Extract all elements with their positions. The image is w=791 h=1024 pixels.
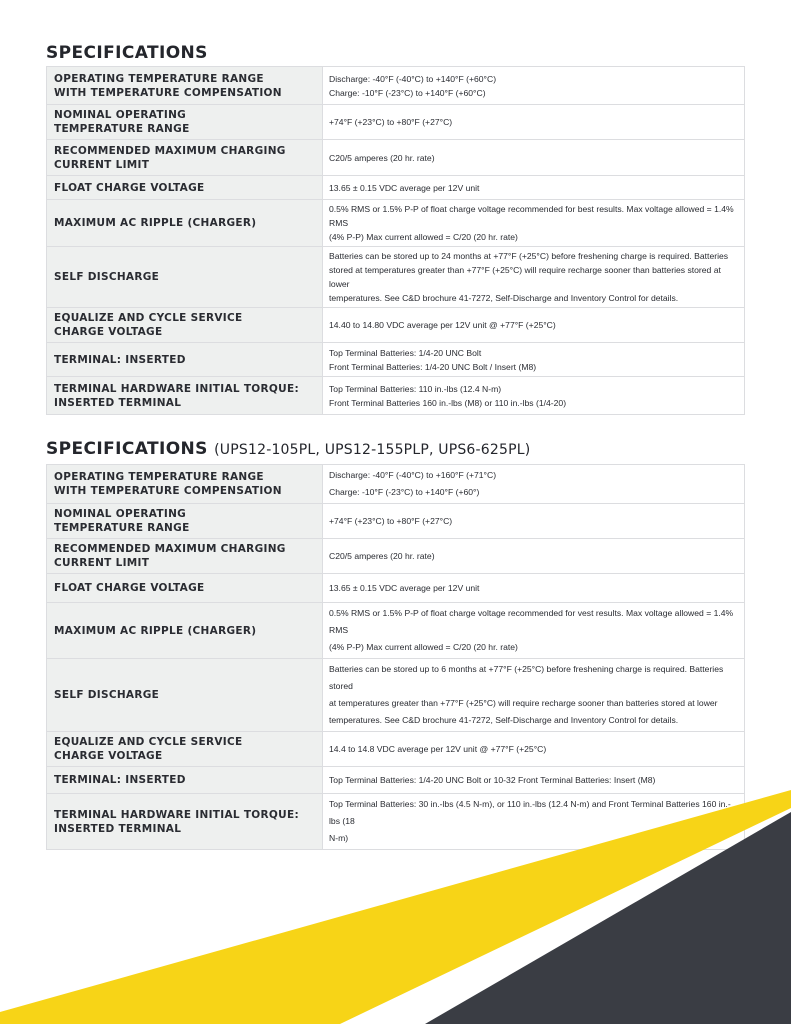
row-label: MAXIMUM AC RIPPLE (CHARGER) [47, 200, 323, 247]
row-value: Discharge: -40°F (-40°C) to +160°F (+71°C) Charge: -10°F (-23°C) to +140°F (+60°) [323, 465, 745, 504]
section-2-title-text: SPECIFICATIONS [46, 439, 208, 459]
row-label: RECOMMENDED MAXIMUM CHARGING CURRENT LIMIT [47, 539, 323, 574]
row-value: C20/5 amperes (20 hr. rate) [323, 140, 745, 176]
table-row [47, 465, 745, 504]
table-row [47, 308, 745, 343]
row-label: TERMINAL HARDWARE INITIAL TORQUE: INSERTED TERMINAL [47, 794, 323, 850]
section-2-title [46, 439, 530, 459]
row-value: 13.65 ± 0.15 VDC average per 12V unit [323, 176, 745, 200]
table-row [47, 539, 745, 574]
table-row [47, 247, 745, 308]
row-label: SELF DISCHARGE [47, 659, 323, 732]
row-label: TERMINAL: INSERTED [47, 767, 323, 794]
row-label: OPERATING TEMPERATURE RANGE WITH TEMPERATURE COMPENSATION [47, 67, 323, 105]
table-row [47, 603, 745, 659]
table-row [47, 343, 745, 377]
section-1-title-text: SPECIFICATIONS [46, 43, 208, 63]
table-row [47, 200, 745, 247]
row-value: Batteries can be stored up to 24 months at +77°F (+25°C) before freshening charge is required. Batteries stored at temperatures greater than +77°F (+25°C) will require recharge sooner than batteries stored at lower temperatures. See C&D brochure 41-7272, Self-Discharge and Inventory Control for details. [323, 247, 745, 308]
row-value: 0.5% RMS or 1.5% P-P of float charge voltage recommended for vest results. Max voltage allowed = 1.4% RMS (4% P-P) Max current allowed = C/20 (20 hr. rate) [323, 603, 745, 659]
row-value: 14.40 to 14.80 VDC average per 12V unit @ +77°F (+25°C) [323, 308, 745, 343]
row-value: C20/5 amperes (20 hr. rate) [323, 539, 745, 574]
spec-table-1 [46, 66, 745, 415]
row-label: SELF DISCHARGE [47, 247, 323, 308]
row-label: MAXIMUM AC RIPPLE (CHARGER) [47, 603, 323, 659]
table-row [47, 574, 745, 603]
row-value: Discharge: -40°F (-40°C) to +140°F (+60°C) Charge: -10°F (-23°C) to +140°F (+60°C) [323, 67, 745, 105]
row-value: 0.5% RMS or 1.5% P-P of float charge voltage recommended for best results. Max voltage allowed = 1.4% RMS (4% P-P) Max current allowed = C/20 (20 hr. rate) [323, 200, 745, 247]
row-label: NOMINAL OPERATING TEMPERATURE RANGE [47, 504, 323, 539]
table-row [47, 176, 745, 200]
section-1-title [46, 43, 208, 63]
table-row [47, 377, 745, 415]
row-label: FLOAT CHARGE VOLTAGE [47, 574, 323, 603]
row-label: EQUALIZE AND CYCLE SERVICE CHARGE VOLTAGE [47, 732, 323, 767]
row-label: TERMINAL: INSERTED [47, 343, 323, 377]
row-value: +74°F (+23°C) to +80°F (+27°C) [323, 504, 745, 539]
table-row [47, 105, 745, 140]
row-value: +74°F (+23°C) to +80°F (+27°C) [323, 105, 745, 140]
section-2-subtitle: (UPS12-105PL, UPS12-155PLP, UPS6-625PL) [214, 442, 531, 458]
row-label: RECOMMENDED MAXIMUM CHARGING CURRENT LIMIT [47, 140, 323, 176]
table-row [47, 504, 745, 539]
decorative-stripes [0, 760, 791, 1024]
row-value: Top Terminal Batteries: 1/4-20 UNC Bolt Front Terminal Batteries: 1/4-20 UNC Bolt / Insert (M8) [323, 343, 745, 377]
row-label: OPERATING TEMPERATURE RANGE WITH TEMPERATURE COMPENSATION [47, 465, 323, 504]
row-value: 13.65 ± 0.15 VDC average per 12V unit [323, 574, 745, 603]
row-value: Top Terminal Batteries: 1/4-20 UNC Bolt or 10-32 Front Terminal Batteries: Insert (M8) [323, 767, 745, 794]
row-label: NOMINAL OPERATING TEMPERATURE RANGE [47, 105, 323, 140]
row-value: Batteries can be stored up to 6 months at +77°F (+25°C) before freshening charge is required. Batteries stored at temperatures greater than +77°F (+25°C) will require recharge sooner than batteries stored at lower temperatures. See C&D brochure 41-7272, Self-Discharge and Inventory Control for details. [323, 659, 745, 732]
row-label: EQUALIZE AND CYCLE SERVICE CHARGE VOLTAGE [47, 308, 323, 343]
row-value: 14.4 to 14.8 VDC average per 12V unit @ +77°F (+25°C) [323, 732, 745, 767]
row-value: Top Terminal Batteries: 30 in.-lbs (4.5 N-m), or 110 in.-lbs (12.4 N-m) and Front Terminal Batteries 160 in.-lbs (18 N-m) [323, 794, 745, 850]
row-label: FLOAT CHARGE VOLTAGE [47, 176, 323, 200]
table-row [47, 659, 745, 732]
table-row [47, 67, 745, 105]
row-label: TERMINAL HARDWARE INITIAL TORQUE: INSERTED TERMINAL [47, 377, 323, 415]
row-value: Top Terminal Batteries: 110 in.-lbs (12.4 N-m) Front Terminal Batteries 160 in.-lbs (M8) or 110 in.-lbs (1/4-20) [323, 377, 745, 415]
table-row [47, 140, 745, 176]
